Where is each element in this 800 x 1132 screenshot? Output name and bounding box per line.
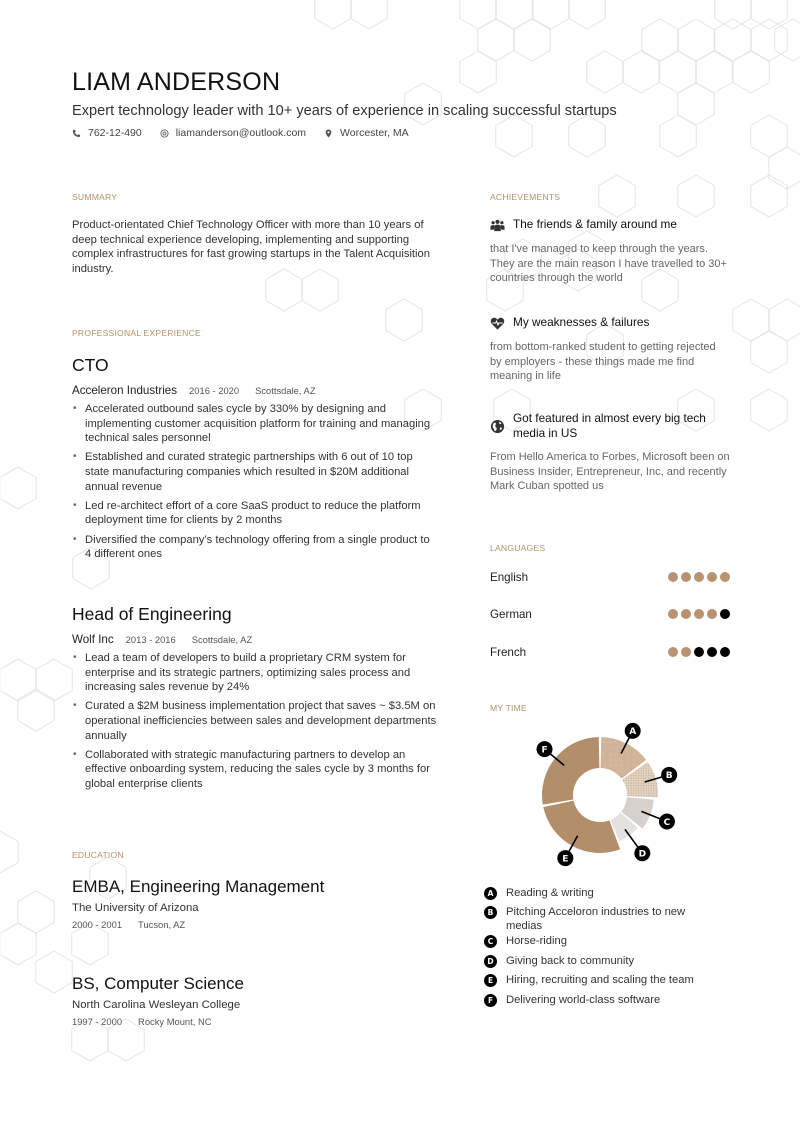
job-bullet: • Established and curated strategic partnerships with 6 out of 10 top state manufacturing companies which resulted in $20M additional annual revenue — [72, 450, 437, 494]
education-location: Rocky Mount, NC — [138, 1016, 212, 1027]
location-text: Worcester, MA — [340, 127, 409, 139]
proficiency-dot-filled — [681, 572, 691, 582]
phone-icon — [72, 129, 81, 138]
my-time-donut-chart — [530, 722, 690, 872]
contact-phone — [72, 127, 142, 139]
contact-email — [160, 127, 306, 139]
svg-text:B: B — [665, 771, 673, 782]
legend-label: Pitching Acceloron industries to new medias — [506, 906, 686, 932]
education-location: Tucson, AZ — [138, 919, 186, 930]
proficiency-dot-filled — [694, 609, 704, 619]
experience-section-title: PROFESSIONAL EXPERIENCE — [72, 328, 201, 338]
education-degree: EMBA, Engineering Management — [72, 877, 325, 896]
achievement-title: Got featured in almost every big tech media in US — [513, 411, 706, 440]
summary-section-title: SUMMARY — [72, 192, 118, 202]
job-company-line — [72, 633, 437, 646]
proficiency-dot-filled — [720, 572, 730, 582]
job-bullet: • Curated a $2M business implementation project that saves ~ $3.5M on operational inefficiencies between sales and development departments annually — [72, 699, 437, 743]
proficiency-dot-filled — [707, 609, 717, 619]
job-bullet: • Diversified the company’s technology offering from a single product to 4 different ones — [72, 533, 437, 562]
candidate-tagline: Expert technology leader with 10+ years of experience in scaling successful startups — [72, 103, 617, 119]
achievement-item — [490, 315, 730, 384]
people-group-icon — [490, 218, 505, 233]
proficiency-dot-filled — [707, 572, 717, 582]
donut-slice-e — [543, 801, 620, 853]
proficiency-dot-empty — [707, 647, 717, 657]
legend-badge: E — [484, 974, 497, 987]
education-dates: 1997 - 2000 — [72, 1016, 123, 1027]
job-bullets — [72, 651, 437, 792]
legend-badge: A — [484, 887, 497, 900]
job-title: Head of Engineering — [72, 604, 232, 624]
proficiency-dot-empty — [694, 647, 704, 657]
job-bullet: • Collaborated with strategic manufacturing partners to develop an effective onboarding system, reducing the sales cycle by 3 months for global enterprise clients — [72, 748, 437, 792]
job-bullets — [72, 402, 437, 562]
contact-location — [324, 127, 409, 139]
job-bullet: • Accelerated outbound sales cycle by 330% by designing and implementing customer acquisition platform for training and managing technical sales personnel — [72, 402, 437, 446]
education-meta — [72, 1016, 244, 1027]
achievement-description: that I've managed to keep through the years. They are the main reason I have travelled to 30+ countries through the world — [490, 243, 727, 285]
education-section-title: EDUCATION — [72, 850, 124, 860]
language-name: French — [490, 645, 527, 659]
phone-number[interactable]: 762-12-490 — [88, 127, 142, 139]
language-name: English — [490, 570, 529, 584]
achievement-description: From Hello America to Forbes, Microsoft been on Business Insider, Entrepreneur, Inc, and recently Mark Cuban spotted us — [490, 451, 730, 493]
proficiency-dot-filled — [681, 647, 691, 657]
svg-text:D: D — [638, 849, 647, 860]
proficiency-dot-filled — [668, 609, 678, 619]
donut-slices — [542, 737, 658, 853]
achievements-section-title: ACHIEVEMENTS — [490, 192, 561, 202]
achievement-header — [490, 411, 730, 441]
legend-label: Reading & writing — [506, 887, 594, 899]
contact-info — [72, 127, 409, 139]
job-company: Acceleron Industries — [72, 384, 178, 397]
language-row — [490, 607, 730, 621]
svg-text:A: A — [629, 727, 637, 738]
education-meta — [72, 919, 324, 930]
achievement-item — [490, 411, 730, 494]
language-proficiency-dots — [668, 609, 730, 619]
achievement-header — [490, 315, 730, 331]
legend-badge: F — [484, 994, 497, 1007]
summary-text: Product-orientated Chief Technology Officer with more than 10 years of deep technical experience developing, implementing and supporting complex infrastructures for fast growing startups in the Talent Acquisition industry. — [72, 219, 430, 275]
job-location: Scottsdale, AZ — [255, 385, 316, 396]
legend-item — [484, 973, 734, 987]
legend-badge: B — [484, 906, 497, 919]
language-row — [490, 645, 730, 659]
legend-badge: D — [484, 955, 497, 968]
job-title: CTO — [72, 355, 109, 375]
legend-label: Horse-riding — [506, 935, 567, 947]
candidate-name: LIAM ANDERSON — [72, 68, 281, 96]
legend-label: Giving back to community — [506, 955, 635, 967]
job-location: Scottsdale, AZ — [191, 634, 253, 645]
language-proficiency-dots — [668, 572, 730, 582]
job-company-line — [72, 384, 437, 397]
my-time-section-title: MY TIME — [490, 703, 527, 713]
legend-item — [484, 934, 734, 948]
language-name: German — [490, 607, 532, 621]
job-company: Wolf Inc — [72, 633, 114, 646]
proficiency-dot-filled — [694, 572, 704, 582]
job-bullet: • Led re-architect effort of a core SaaS product to reduce the platform deployment time for clients by 2 months — [72, 499, 437, 528]
at-icon — [160, 129, 169, 138]
proficiency-dot-filled — [668, 647, 678, 657]
job-dates: 2013 - 2016 — [125, 634, 176, 645]
languages-section-title: LANGUAGES — [490, 543, 546, 553]
job-dates: 2016 - 2020 — [189, 385, 240, 396]
education-entry — [72, 877, 324, 930]
proficiency-dot-empty — [720, 647, 730, 657]
education-school: The University of Arizona — [72, 902, 199, 914]
globe-icon — [490, 419, 505, 434]
education-school: North Carolina Wesleyan College — [72, 999, 241, 1011]
proficiency-dot-filled — [681, 609, 691, 619]
legend-item — [484, 993, 734, 1007]
language-row — [490, 570, 730, 584]
education-dates: 2000 - 2001 — [72, 919, 123, 930]
heartbeat-icon — [490, 316, 505, 331]
job-bullet: • Lead a team of developers to build a proprietary CRM system for enterprise and its strategic partners, optimizing sales process and increasing sales revenue by 24% — [72, 651, 437, 695]
svg-text:F: F — [541, 745, 548, 756]
legend-item — [484, 905, 734, 933]
job-entry — [72, 604, 437, 796]
achievement-header — [490, 217, 730, 233]
achievement-item — [490, 217, 730, 286]
location-pin-icon — [324, 129, 333, 138]
achievement-title: My weaknesses & failures — [513, 315, 650, 329]
job-entry — [72, 355, 437, 566]
proficiency-dot-filled — [668, 572, 678, 582]
legend-item — [484, 886, 734, 900]
legend-label: Hiring, recruiting and scaling the team — [506, 974, 694, 986]
achievement-title: The friends & family around me — [513, 217, 677, 231]
svg-text:C: C — [663, 817, 671, 828]
proficiency-dot-empty — [720, 609, 730, 619]
svg-text:E: E — [562, 854, 569, 865]
language-proficiency-dots — [668, 647, 730, 657]
achievement-description: from bottom-ranked student to getting rejected by employers - these things made me find meaning in life — [490, 341, 716, 383]
legend-label: Delivering world-class software — [506, 994, 661, 1006]
legend-item — [484, 954, 734, 968]
legend-badge: C — [484, 935, 497, 948]
education-degree: BS, Computer Science — [72, 974, 244, 993]
education-entry — [72, 974, 244, 1027]
email-address[interactable]: liamanderson@outlook.com — [175, 127, 307, 139]
